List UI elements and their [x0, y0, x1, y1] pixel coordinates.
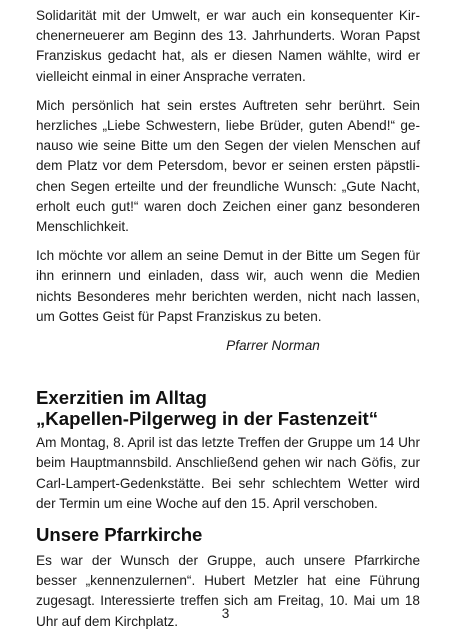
text-line: erholt euch gut!“ waren doch Zeichen einer ganz besonderen [36, 198, 420, 214]
paragraph-humility [36, 246, 420, 327]
text-line: Es war der Wunsch der Gruppe, auch unsere Pfarrkirche besser [36, 553, 420, 589]
text-line: ihn erinnern und einladen, dass wir, auch wenn die Medien [36, 268, 420, 284]
text-line: vielleicht einmal in einer Ansprache verraten. [36, 68, 306, 84]
heading-line: „Kapellen-Pilgerweg in der Fastenzeit“ [36, 408, 378, 430]
paragraph-exerzitien [36, 433, 420, 514]
text-line: um Gottes Geist für Papst Franziskus zu beten. [36, 308, 322, 324]
page-number: 3 [221, 606, 230, 621]
text-line: Solidarität mit der Umwelt, er war auch ein konsequenter Kir- [36, 8, 420, 23]
text-line: herzliches „Liebe Schwestern, liebe Brüder, guten Abend!“ ge- [36, 118, 420, 134]
paragraph-first-appearance [36, 96, 420, 237]
text-line: Ich möchte vor allem an seine Demut in der Bitte um Segen für [36, 248, 420, 264]
text-line: beim Hauptmannsbild. Anschließend gehen wir nach Göfis, zur [36, 455, 420, 471]
text-line: nichts Besonderes mehr berichten werden, nicht nach lassen, [36, 288, 420, 304]
text-line: chenerneuerer am Beginn des 13. Jahrhunderts. Woran Papst [36, 28, 420, 44]
text-line: chen Segen erteilte und der freundliche Wunsch: „Gute Nacht, [36, 178, 420, 194]
text-line: Mich persönlich hat sein erstes Auftreten sehr berührt. Sein [36, 97, 420, 113]
heading-pfarrkirche: Unsere Pfarrkirche [36, 524, 203, 546]
page-content [36, 6, 420, 641]
paragraph-franziskus-name [36, 6, 420, 87]
text-line: Am Montag, 8. April ist das letzte Treffen der Gruppe um 14 Uhr [36, 435, 420, 451]
heading-line: Exerzitien im Alltag [36, 387, 207, 409]
text-line: dem Kirchplatz. [84, 613, 179, 629]
text-line: dem Platz vor dem Petersdom, bevor er seinen ersten päpstli- [36, 158, 420, 174]
text-line: Menschlichkeit. [36, 219, 129, 235]
text-line: der Termin um eine Woche auf den 15. April verschoben. [36, 495, 378, 511]
text-line: Interessierte treffen sich am Freitag, 10. Mai um 18 Uhr auf [36, 593, 420, 629]
text-line: Franziskus gedacht hat, als er diesen Namen wählte, wird er [36, 48, 420, 64]
author-signature: Pfarrer Norman [226, 338, 320, 354]
heading-exerzitien [36, 387, 420, 429]
text-line: nauso wie seine Bitte um den Segen der vielen Menschen auf [36, 138, 420, 154]
text-line: Carl-Lampert-Gedenkstätte. Bei sehr schlechtem Wetter wird [36, 475, 420, 491]
text-line: „kennenzulernen“. Hubert Metzler hat eine Führung zugesagt. [36, 573, 420, 609]
